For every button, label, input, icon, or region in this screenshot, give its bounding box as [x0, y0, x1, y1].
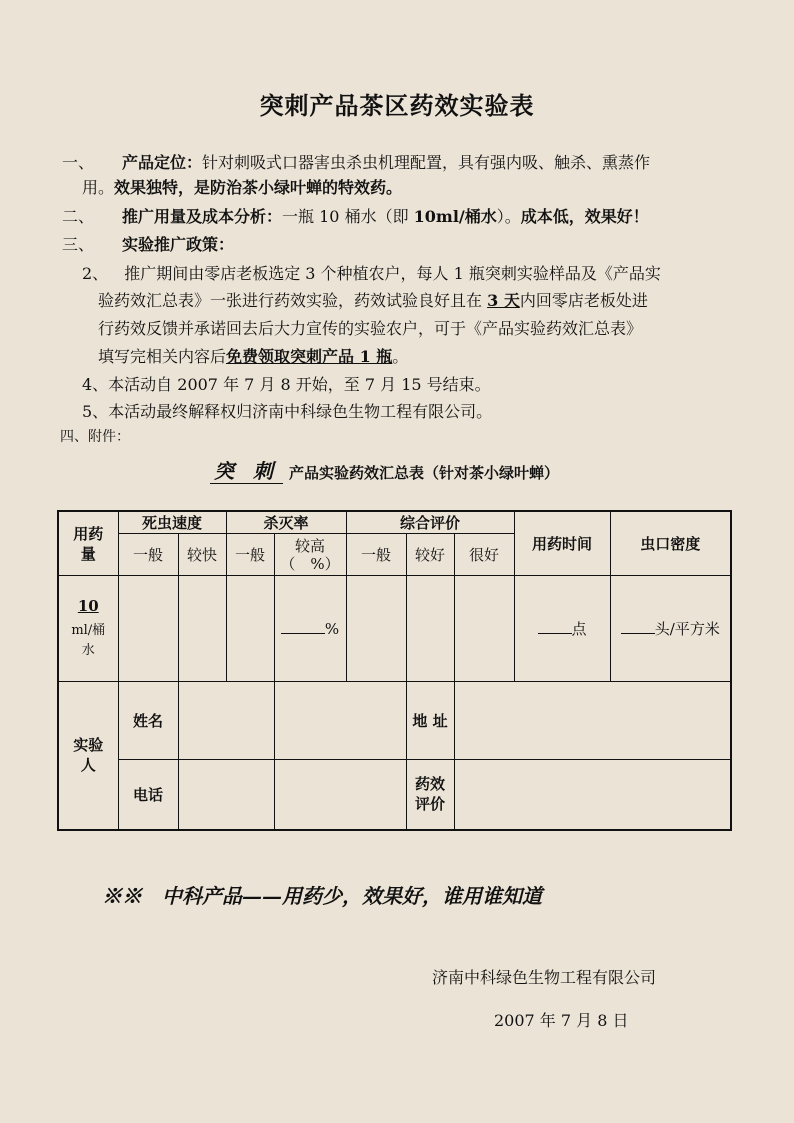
policy-2-line-3: [98, 318, 642, 340]
section-1-bold: 效果独特，是防治茶小绿叶蝉的特效药。: [114, 178, 403, 197]
overall-normal-cell: 一般: [346, 534, 406, 576]
section-2-label: 推广用量及成本分析：: [122, 207, 283, 226]
kill-normal-cell: 一般: [226, 534, 274, 576]
policy-4-line: 4、本活动自 2007 年 7 月 8 开始，至 7 月 15 号结束。: [82, 375, 491, 394]
overall-header: 综合评价: [346, 511, 514, 534]
overall-very-good-cell: 很好: [454, 534, 514, 576]
section-1-label: 产品定位：: [122, 153, 203, 172]
phone-label: 电话: [118, 760, 178, 830]
section-1-text-2: 用。: [82, 178, 115, 197]
kill-rate-input[interactable]: %: [274, 576, 346, 682]
speed-faster-cell: 较快: [178, 534, 226, 576]
section-1-line-2: [82, 177, 402, 199]
policy-2-line-4: [98, 346, 408, 368]
dose-value-cell: [58, 576, 118, 682]
time-input[interactable]: 点: [514, 576, 610, 682]
kill-higher-cell: 较高 （ %）: [274, 534, 346, 576]
section-2-dosage: 10ml/桶水: [413, 207, 497, 226]
speed-normal-input[interactable]: [118, 576, 178, 682]
company-name: 济南中科绿色生物工程有限公司: [432, 968, 657, 987]
page-title: 突刺产品茶区药效实验表: [259, 91, 535, 120]
address-label: 地 址: [406, 682, 454, 760]
dose-header: 用药量: [58, 511, 118, 576]
phone-input-ext[interactable]: [274, 760, 406, 830]
section-4-line: 四、附件：: [60, 429, 130, 445]
overall-normal-input[interactable]: [346, 576, 406, 682]
density-input[interactable]: 头/平方米: [610, 576, 731, 682]
attachment-table-title: 产品实验药效汇总表（针对茶小绿叶蝉）: [288, 464, 559, 482]
policy-2-text-2c: 内回零店老板处进: [519, 291, 648, 310]
name-input-ext[interactable]: [274, 682, 406, 760]
section-3-line: [62, 234, 234, 256]
section-1-line-1: [62, 152, 650, 174]
policy-2-free-gift: 免费领取突刺产品 1 瓶: [226, 347, 393, 366]
policy-2-text-2a: 验药效汇总表》一张进行药效实验，药效试验良好且在: [98, 291, 488, 310]
policy-2-text-4c: 。: [392, 347, 409, 366]
policy-2-number: 2、: [82, 264, 109, 283]
section-2-text: 一瓶 10 桶水（即: [282, 207, 414, 226]
speed-normal-cell: 一般: [118, 534, 178, 576]
policy-2-days: 3 天: [487, 291, 520, 310]
policy-2-text-1: 推广期间由零店老板选定 3 个种植农户，每人 1 瓶突刺实验样品及《产品实: [124, 264, 661, 283]
overall-very-good-input[interactable]: [454, 576, 514, 682]
policy-2-line-2: [98, 290, 648, 312]
section-1-text: 针对刺吸式口器害虫杀虫机理配置，具有强内吸、触杀、熏蒸作: [202, 153, 651, 172]
section-3-label: 实验推广政策：: [122, 235, 235, 254]
time-header: 用药时间: [514, 511, 610, 576]
kill-rate-header: 杀灭率: [226, 511, 346, 534]
section-2-line: [62, 206, 649, 228]
evaluation-label: 药效评价: [406, 760, 454, 830]
section-2-number: 二、: [62, 207, 95, 226]
death-speed-header: 死虫速度: [118, 511, 226, 534]
name-label: 姓名: [118, 682, 178, 760]
overall-better-input[interactable]: [406, 576, 454, 682]
slogan: ※※ 中科产品——用药少，效果好，谁用谁知道: [102, 884, 542, 908]
address-input[interactable]: [454, 682, 731, 760]
section-3-number: 三、: [62, 235, 95, 254]
kill-normal-input[interactable]: [226, 576, 274, 682]
policy-5-line: 5、本活动最终解释权归济南中科绿色生物工程有限公司。: [82, 402, 493, 421]
dose-value: 10: [77, 596, 99, 615]
evaluation-input[interactable]: [454, 760, 731, 830]
policy-2-line-1: [82, 263, 661, 285]
efficacy-table: [57, 510, 732, 831]
policy-2-text-4a: 填写完相关内容后: [98, 347, 227, 366]
section-1-number: 一、: [62, 153, 95, 172]
tester-header: 实验人: [58, 682, 118, 830]
section-2-bold: 成本低，效果好！: [520, 207, 649, 226]
attachment-title: [210, 455, 559, 484]
attachment-brand: 突 刺: [210, 459, 283, 484]
overall-better-cell: 较好: [406, 534, 454, 576]
document-date: 2007 年 7 月 8 日: [494, 1011, 629, 1030]
phone-input[interactable]: [178, 760, 274, 830]
speed-faster-input[interactable]: [178, 576, 226, 682]
name-input[interactable]: [178, 682, 274, 760]
density-header: 虫口密度: [610, 511, 731, 576]
dose-unit: ml/桶水: [71, 622, 106, 658]
policy-2-text-3: 行药效反馈并承诺回去后大力宣传的实验农户，可于《产品实验药效汇总表》: [98, 319, 643, 338]
section-2-text-2: ）。: [496, 207, 521, 226]
